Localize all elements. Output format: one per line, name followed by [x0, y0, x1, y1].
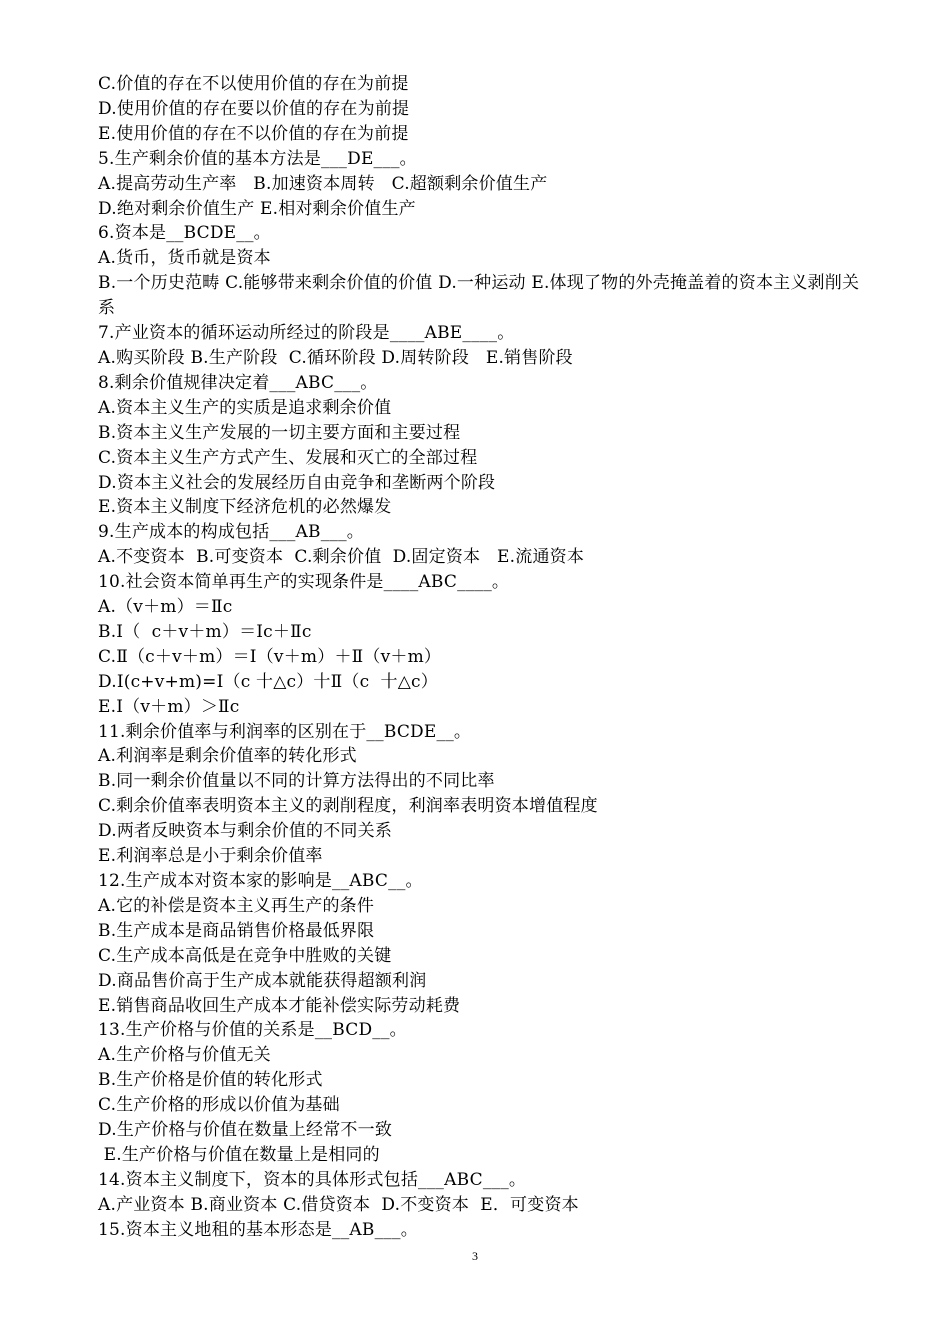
option-line: D.资本主义社会的发展经历自由竞争和垄断两个阶段: [98, 472, 496, 493]
option-line: E.销售商品收回生产成本才能补偿实际劳动耗费: [98, 995, 461, 1016]
question-line: 14.资本主义制度下，资本的具体形式包括___ABC___。: [98, 1169, 527, 1190]
faded-footer-watermark: [300, 1286, 660, 1294]
option-line: A.资本主义生产的实质是追求剩余价值: [98, 397, 392, 418]
question-line: 6.资本是__BCDE__。: [98, 223, 271, 244]
option-line: A.提高劳动生产率 B.加速资本周转 C.超额剩余价值生产: [98, 173, 548, 194]
option-line: B.Ⅰ（ c＋v＋m）＝Ⅰc＋Ⅱc: [98, 621, 312, 642]
option-line: B.资本主义生产发展的一切主要方面和主要过程: [98, 422, 461, 443]
option-line: E.资本主义制度下经济危机的必然爆发: [98, 497, 392, 518]
question-line: 9.生产成本的构成包括___AB___。: [98, 522, 364, 543]
option-line: C.生产成本高低是在竞争中胜败的关键: [98, 945, 392, 966]
question-line: 8.剩余价值规律决定着___ABC___。: [98, 372, 378, 393]
option-line: A.它的补偿是资本主义再生产的条件: [98, 895, 375, 916]
option-line: D.Ⅰ(c+v+m)=Ⅰ（c 十△c）十Ⅱ（c 十△c）: [98, 671, 438, 692]
question-line: 11.剩余价值率与利润率的区别在于__BCDE__。: [98, 721, 472, 742]
option-line: A.产业资本 B.商业资本 C.借贷资本 D.不变资本 E．可变资本: [98, 1194, 579, 1215]
option-line: C.Ⅱ（c＋v＋m）＝Ⅰ（v＋m）＋Ⅱ（v＋m）: [98, 646, 442, 667]
question-line: 15.资本主义地租的基本形态是__AB___。: [98, 1219, 418, 1240]
option-line: B.一个历史范畴 C.能够带来剩余价值的价值 D.一种运动 E.体现了物的外壳掩盖着的资本主义剥削关系: [98, 273, 860, 319]
option-line: B.同一剩余价值量以不同的计算方法得出的不同比率: [98, 771, 495, 792]
option-line: D.绝对剩余价值生产 E.相对剩余价值生产: [98, 198, 416, 219]
option-line: A.利润率是剩余价值率的转化形式: [98, 746, 357, 767]
option-line: C.剩余价值率表明资本主义的剥削程度，利润率表明资本增值程度: [98, 796, 598, 817]
option-line: D.商品售价高于生产成本就能获得超额利润: [98, 970, 427, 991]
option-line: B.生产成本是商品销售价格最低界限: [98, 920, 375, 941]
option-line: D.两者反映资本与剩余价值的不同关系: [98, 821, 393, 842]
page-number: 3: [472, 1249, 478, 1263]
question-line: 12.生产成本对资本家的影响是__ABC__。: [98, 871, 423, 891]
option-line: C.价值的存在不以使用价值的存在为前提: [98, 74, 409, 94]
option-line: D.使用价值的存在要以价值的存在为前提: [98, 98, 410, 119]
question-line: 13.生产价格与价值的关系是__BCD__。: [98, 1020, 407, 1041]
option-line: E.使用价值的存在不以价值的存在为前提: [98, 123, 409, 144]
option-line: A.生产价格与价值无关: [98, 1045, 271, 1066]
option-line: E.Ⅰ（v＋m）＞Ⅱc: [98, 696, 240, 717]
question-line: 7.产业资本的循环运动所经过的阶段是____ABE____。: [98, 323, 515, 344]
question-line: 5.生产剩余价值的基本方法是___DE___。: [98, 148, 417, 169]
option-line: A.（v＋m）＝Ⅱc: [98, 597, 233, 618]
option-line: A.货币，货币就是资本: [98, 248, 271, 269]
option-line: E.生产价格与价值在数量上是相同的: [98, 1144, 380, 1165]
option-line: C.资本主义生产方式产生、发展和灭亡的全部过程: [98, 447, 478, 468]
option-line: B.生产价格是价值的转化形式: [98, 1070, 323, 1091]
option-line: A.购买阶段 B.生产阶段 C.循环阶段 D.周转阶段 E.销售阶段: [98, 347, 573, 368]
option-line: A.不变资本 B.可变资本 C.剩余价值 D.固定资本 E.流通资本: [98, 547, 585, 568]
option-line: D.生产价格与价值在数量上经常不一致: [98, 1120, 393, 1141]
option-line: E.利润率总是小于剩余价值率: [98, 846, 323, 867]
document-body: [98, 72, 868, 1243]
option-line: C.生产价格的形成以价值为基础: [98, 1095, 340, 1116]
question-line: 10.社会资本简单再生产的实现条件是____ABC____。: [98, 572, 510, 593]
